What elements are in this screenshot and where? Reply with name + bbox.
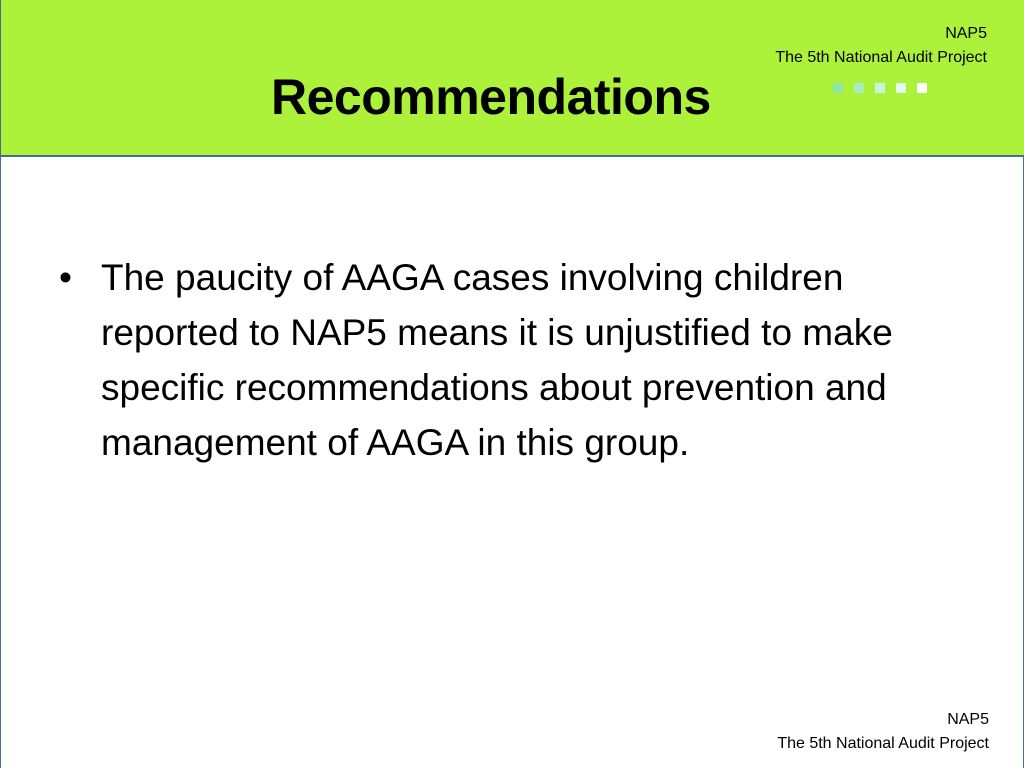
slide-title: Recommendations: [271, 69, 711, 125]
bullet-list: [59, 250, 949, 470]
bullet-marker: •: [59, 257, 72, 298]
slide-header: [1, 0, 1024, 157]
header-brand: [775, 22, 987, 70]
footer-brand-line1: NAP5: [947, 711, 989, 728]
header-brand-line1: NAP5: [945, 25, 987, 42]
decor-square-2: [854, 83, 864, 93]
square-dots-decoration-icon: [833, 83, 933, 95]
header-brand-line2: The 5th National Audit Project: [775, 49, 987, 66]
bullet-text: The paucity of AAGA cases involving children reported to NAP5 means it is unjustified to make specific recommendations about prevention and management of AAGA in this group.: [101, 257, 893, 463]
footer-brand-line2: The 5th National Audit Project: [777, 735, 989, 752]
decor-square-1: [833, 83, 843, 93]
decor-square-4: [896, 83, 906, 93]
footer-brand: [777, 708, 989, 756]
bullet-item: [59, 250, 949, 470]
decor-square-3: [875, 83, 885, 93]
decor-square-5: [917, 83, 927, 93]
